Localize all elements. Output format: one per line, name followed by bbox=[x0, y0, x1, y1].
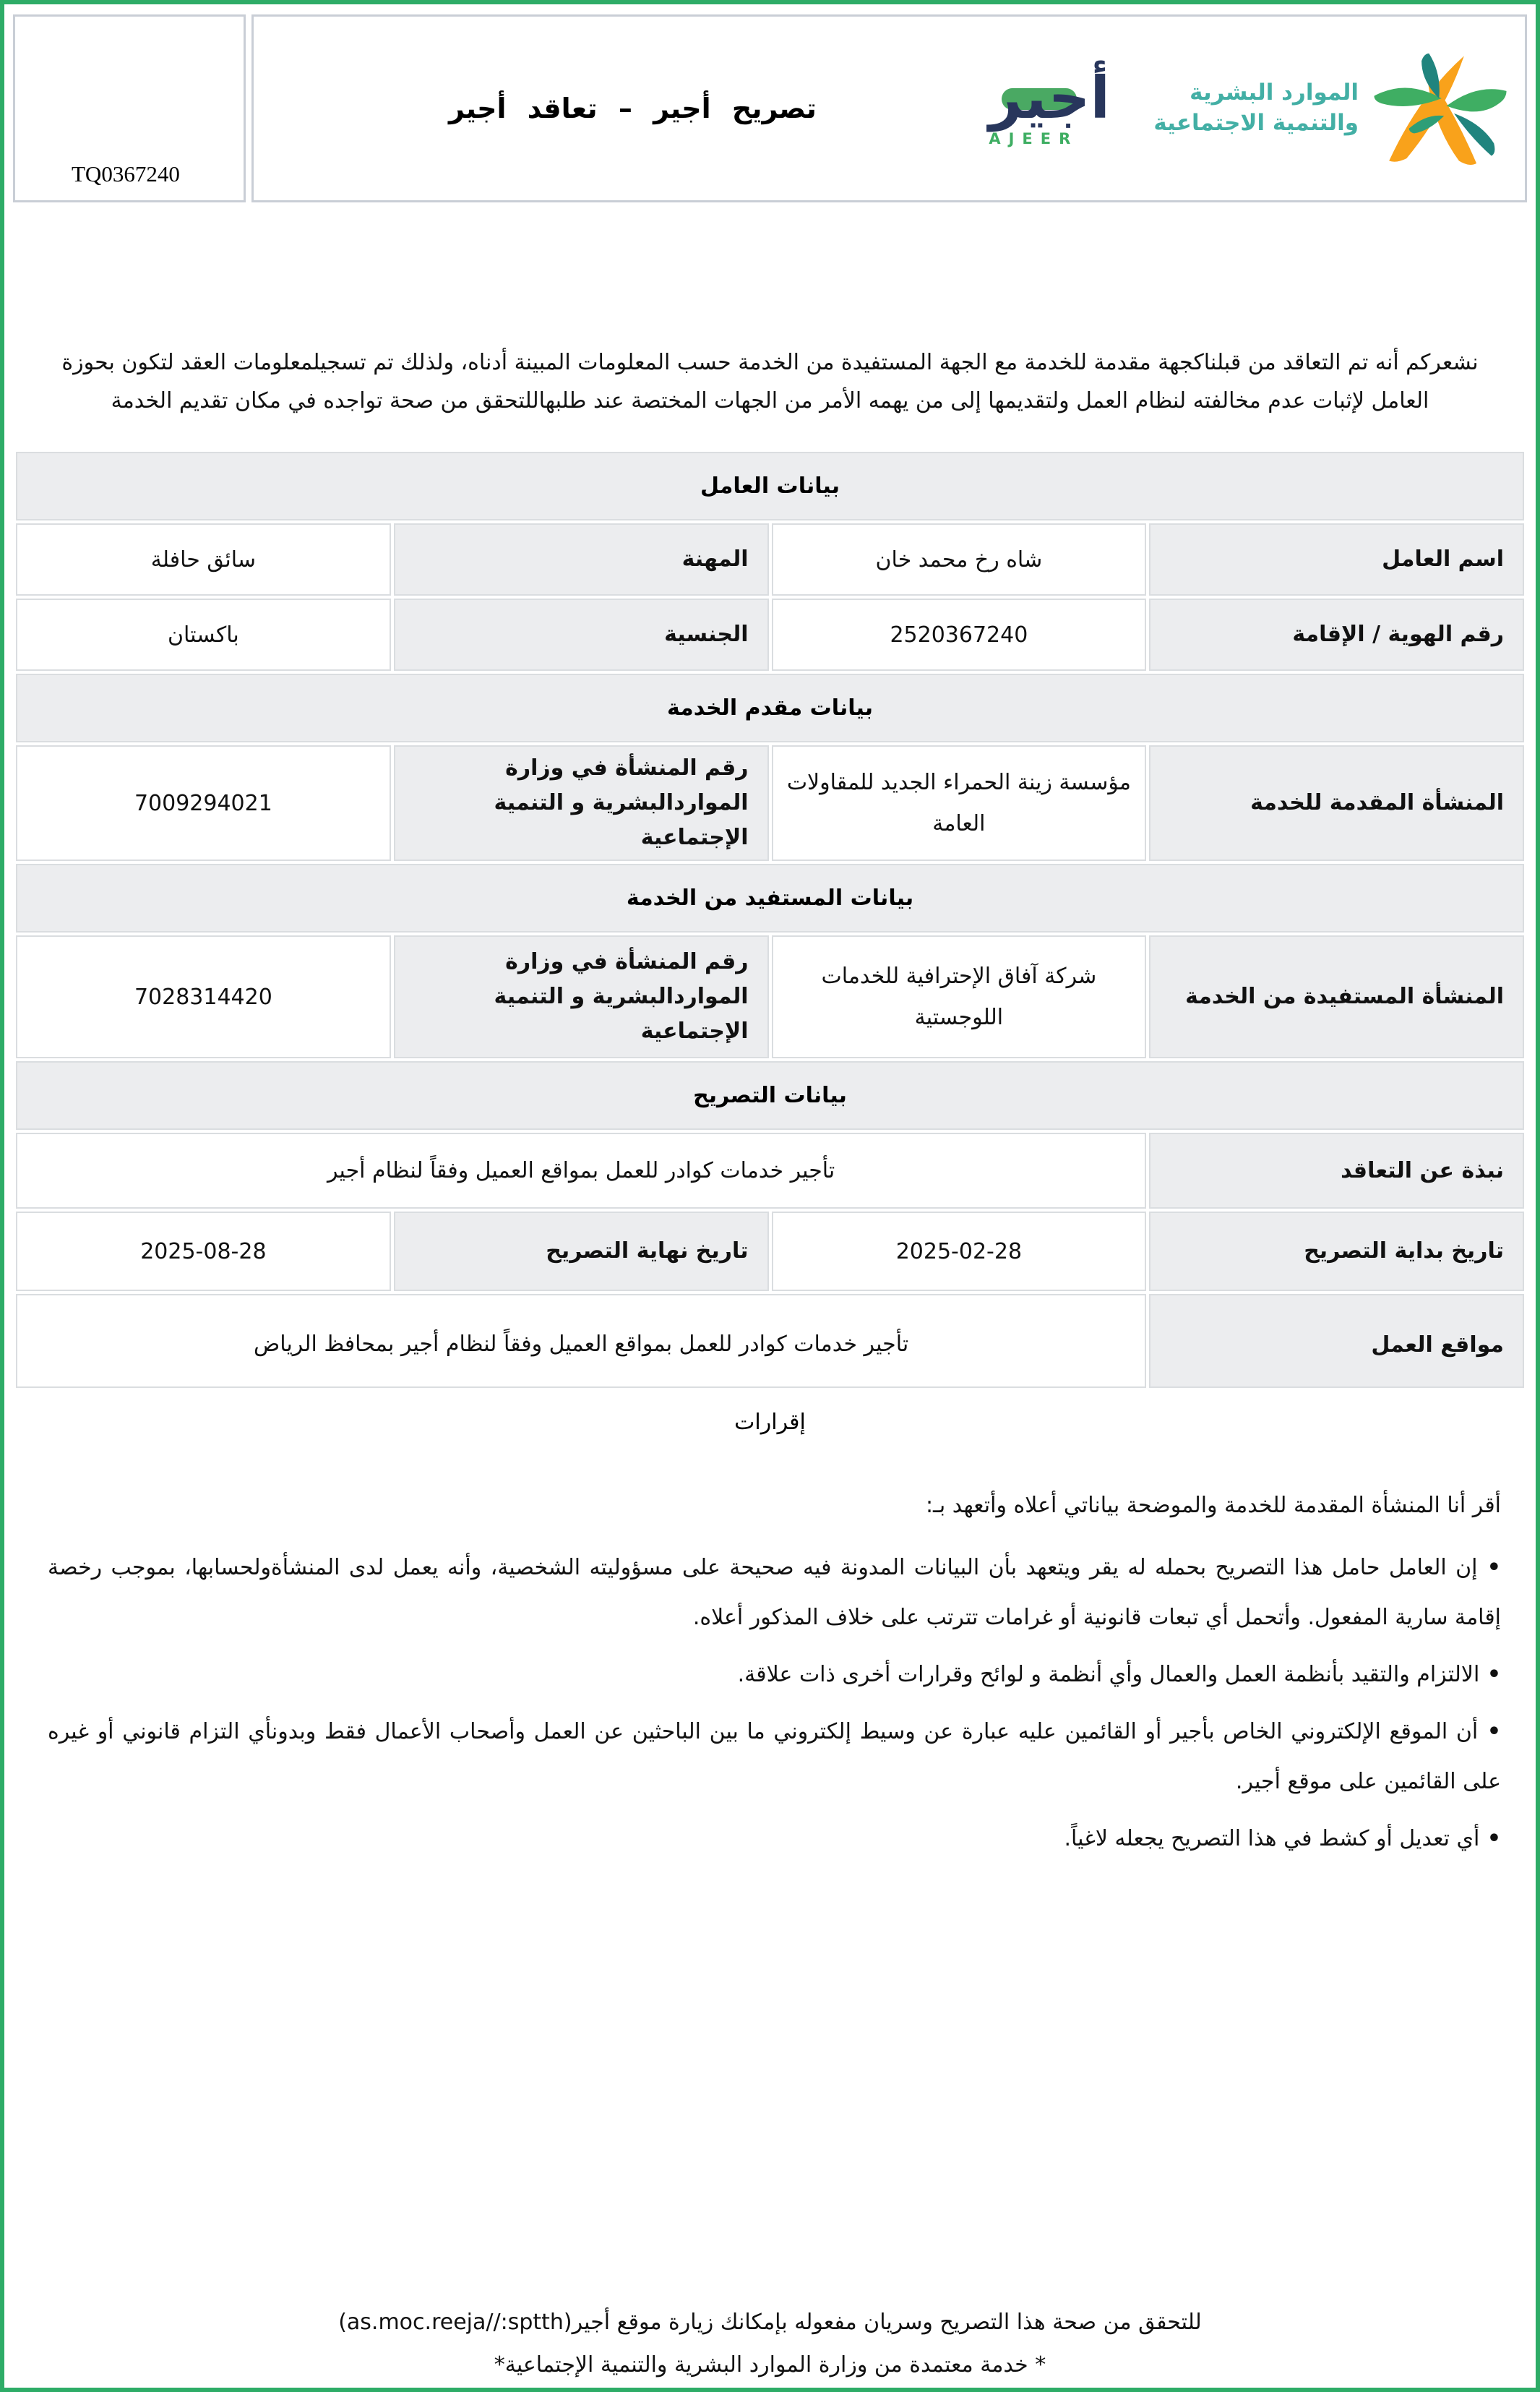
beneficiary-name-label: المنشأة المستفيدة من الخدمة bbox=[1149, 935, 1524, 1058]
beneficiary-number-label: رقم المنشأة في وزارة المواردالبشرية و التنمية الإجتماعية bbox=[394, 935, 769, 1058]
provider-section-header-row bbox=[16, 674, 1524, 742]
ministry-palm-icon bbox=[1372, 47, 1509, 170]
worker-profession-label: المهنة bbox=[394, 523, 769, 596]
table-row bbox=[16, 523, 1524, 596]
permit-locations-value: تأجير خدمات كوادر للعمل بمواقع العميل وفقاً لنظام أجير بمحافظ الرياض bbox=[16, 1294, 1146, 1388]
worker-name-label: اسم العامل bbox=[1149, 523, 1524, 596]
declaration-item: • أن الموقع الإلكتروني الخاص بأجير أو القائمين عليه عبارة عن وسيط إلكتروني ما بين الباحثين عن العمل وأصحاب الأعمال فقط وبدونأي التزام قانوني أو غيره على القائمين على موقع أجير. bbox=[48, 1707, 1501, 1806]
footer-verify-text: للتحقق من صحة هذا التصريح وسريان مفعوله بإمكانك زيارة موقع أجير(as.moc.reeja//:sptth) bbox=[338, 2310, 1202, 2335]
declarations-heading: إقرارات bbox=[734, 1410, 806, 1435]
worker-nationality-label: الجنسية bbox=[394, 599, 769, 671]
provider-name-value: مؤسسة زينة الحمراء الجديد للمقاولات العامة bbox=[772, 745, 1147, 861]
permit-locations-label: مواقع العمل bbox=[1149, 1294, 1524, 1388]
worker-section-header: بيانات العامل bbox=[16, 452, 1524, 520]
beneficiary-section-header: بيانات المستفيد من الخدمة bbox=[16, 864, 1524, 933]
worker-profession-value: سائق حافلة bbox=[16, 523, 391, 596]
provider-section-header: بيانات مقدم الخدمة bbox=[16, 674, 1524, 742]
table-row bbox=[16, 1133, 1524, 1209]
logos-group bbox=[989, 47, 1525, 170]
permit-start-date-value: 2025-02-28 bbox=[772, 1212, 1147, 1291]
table-row bbox=[16, 1294, 1524, 1388]
permit-about-label: نبذة عن التعاقد bbox=[1149, 1133, 1524, 1209]
declaration-item: • الالتزام والتقيد بأنظمة العمل والعمال وأي أنظمة و لوائح وقرارات أخرى ذات علاقة. bbox=[48, 1650, 1501, 1699]
beneficiary-number-value: 7028314420 bbox=[16, 935, 391, 1058]
footer-approved-text: * خدمة معتمدة من وزارة الموارد البشرية والتنمية الإجتماعية* bbox=[494, 2352, 1046, 2378]
provider-name-label: المنشأة المقدمة للخدمة bbox=[1149, 745, 1524, 861]
title-box bbox=[251, 14, 1527, 202]
ministry-name bbox=[1153, 78, 1359, 139]
permit-start-date-label: تاريخ بداية التصريح bbox=[1149, 1212, 1524, 1291]
intro-paragraph: نشعركم أنه تم التعاقد من قبلناكجهة مقدمة للخدمة مع الجهة المستفيدة من الخدمة حسب المعلومات المبينة أدناه، ولذلك تم تسجيلمعلومات العقد لتكون بحوزة العامل لإثبات عدم مخالفته لنظام العمل ولتقديمها إلى من يهمه الأمر من الجهات المختصة عند طلبهاللتحقق من صحة تواجده في مكان تقديم الخدمة bbox=[61, 350, 1479, 413]
declarations-intro: أقر أنا المنشأة المقدمة للخدمة والموضحة بياناتي أعلاه وأتعهد بـ: bbox=[925, 1493, 1501, 1518]
permit-reference-number: TQ0367240 bbox=[72, 161, 180, 187]
page-title: تصريح أجير – تعاقد أجير bbox=[449, 93, 817, 124]
worker-id-value: 2520367240 bbox=[772, 599, 1147, 671]
table-row bbox=[16, 599, 1524, 671]
ministry-name-line2: والتنمية الاجتماعية bbox=[1153, 110, 1359, 136]
permit-end-date-value: 2025-08-28 bbox=[16, 1212, 391, 1291]
permit-data-table bbox=[13, 449, 1527, 1391]
table-row bbox=[16, 745, 1524, 861]
header bbox=[13, 14, 1527, 202]
ajeer-logo-arabic: أجير bbox=[989, 64, 1110, 132]
declaration-item: • إن العامل حامل هذا التصريح بحمله له يقر ويتعهد بأن البيانات المدونة فيه صحيحة على مسؤوليته الشخصية، وأنه يعمل لدى المنشأةولحسابها، بموجب رخصة إقامة سارية المفعول. وأتحمل أي تبعات قانونية أو غرامات تترتب على خلاف المذكور أعلاه. bbox=[48, 1543, 1501, 1642]
declaration-item: • أي تعديل أو كشط في هذا التصريح يجعله لاغياً. bbox=[48, 1814, 1501, 1864]
permit-about-value: تأجير خدمات كوادر للعمل بمواقع العميل وفقاً لنظام أجير bbox=[16, 1133, 1146, 1209]
ministry-logo bbox=[1153, 47, 1509, 170]
beneficiary-section-header-row bbox=[16, 864, 1524, 933]
worker-id-label: رقم الهوية / الإقامة bbox=[1149, 599, 1524, 671]
permit-section-header: بيانات التصريح bbox=[16, 1061, 1524, 1130]
provider-number-value: 7009294021 bbox=[16, 745, 391, 861]
ajeer-logo-latin: AJEER bbox=[989, 130, 1079, 147]
worker-name-value: شاه رخ محمد خان bbox=[772, 523, 1147, 596]
worker-section-header-row bbox=[16, 452, 1524, 520]
provider-number-label: رقم المنشأة في وزارة المواردالبشرية و التنمية الإجتماعية bbox=[394, 745, 769, 861]
declarations-list bbox=[48, 1543, 1501, 1864]
permit-section-header-row bbox=[16, 1061, 1524, 1130]
permit-end-date-label: تاريخ نهاية التصريح bbox=[394, 1212, 769, 1291]
reference-box bbox=[13, 14, 246, 202]
ministry-name-line1: الموارد البشرية bbox=[1190, 80, 1359, 106]
table-row bbox=[16, 935, 1524, 1058]
beneficiary-name-value: شركة آفاق الإحترافية للخدمات اللوجستية bbox=[772, 935, 1147, 1058]
footer bbox=[4, 2310, 1536, 2378]
worker-nationality-value: باكستان bbox=[16, 599, 391, 671]
ajeer-logo bbox=[989, 64, 1119, 147]
table-row bbox=[16, 1212, 1524, 1291]
